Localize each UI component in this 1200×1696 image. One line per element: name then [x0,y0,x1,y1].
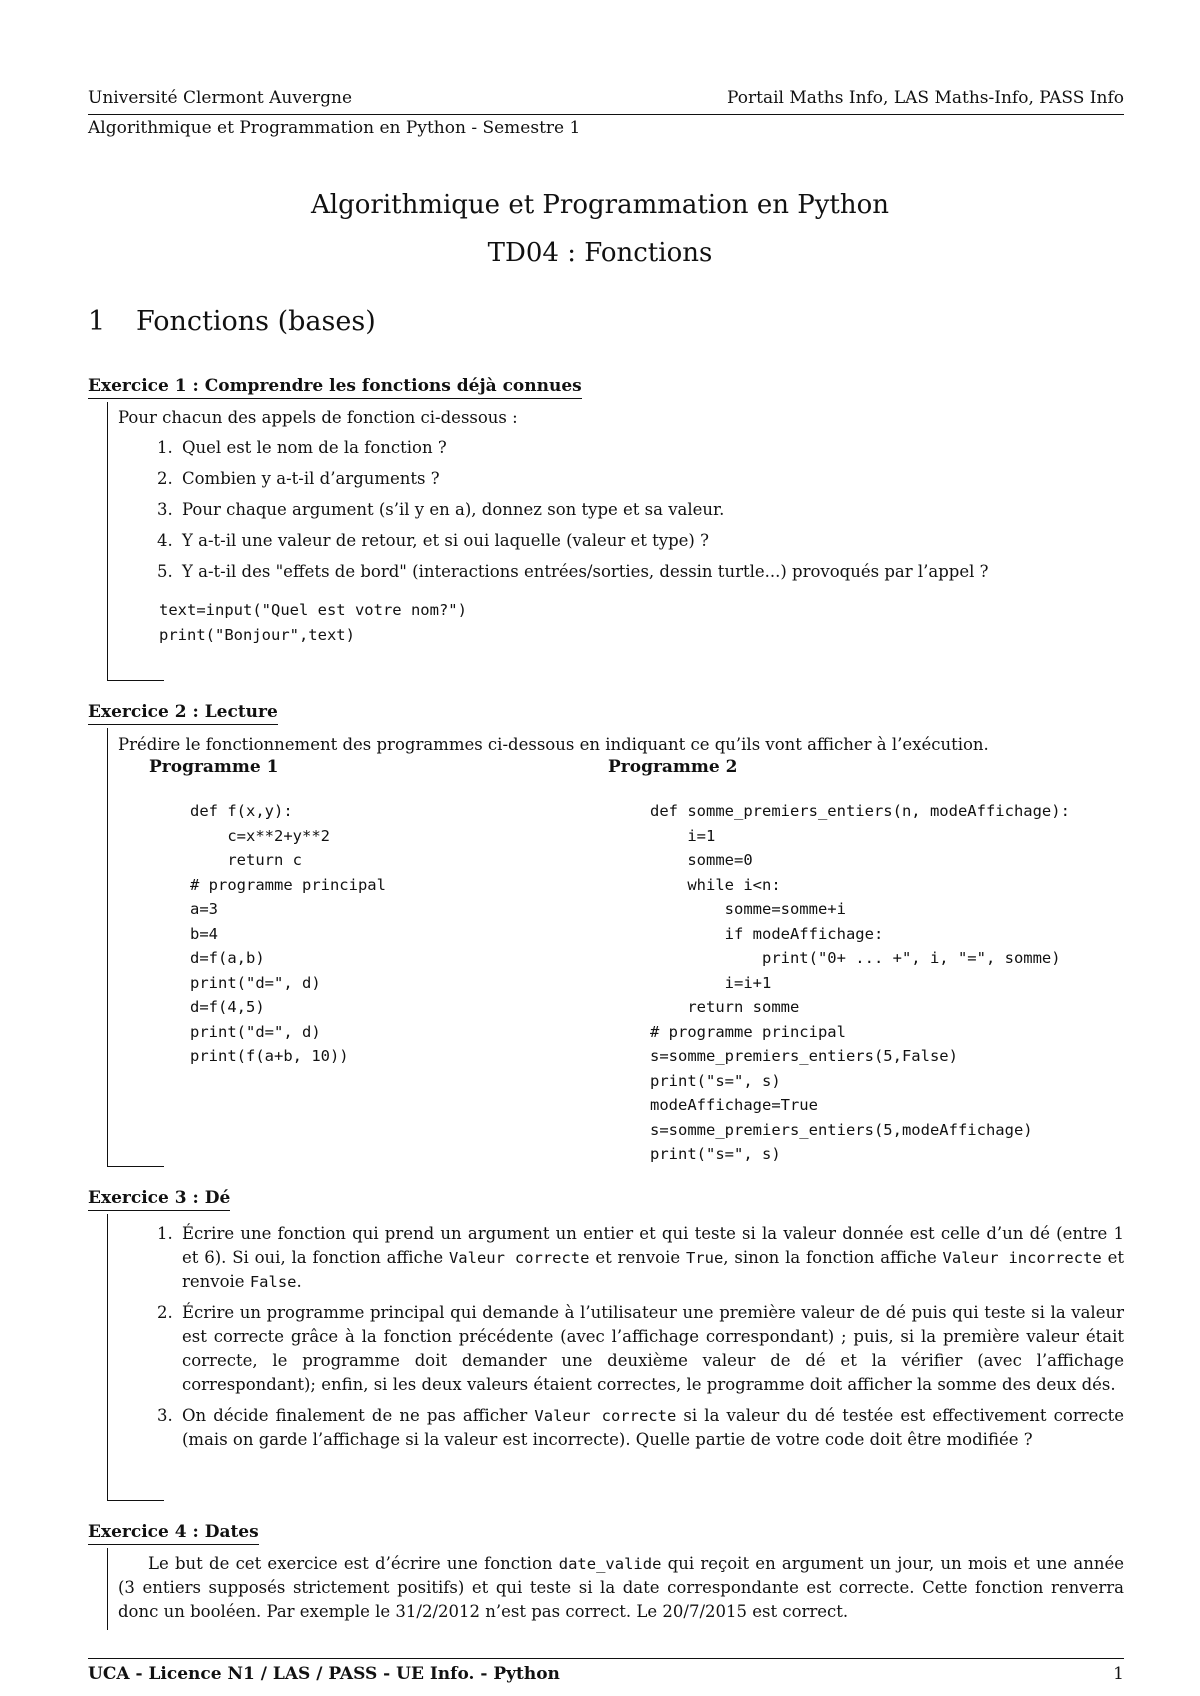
page-number: 1 [1113,1664,1124,1684]
exercise-3-item-1 [178,1222,1124,1294]
question-item: 5. Y a-t-il des "effets de bord" (interactions entrées/sorties, dessin turtle...) provoqués par l’appel ? [178,560,1124,584]
code-inline: True [685,1249,724,1267]
text-run: et renvoie [589,1248,686,1267]
exercise-2-bracket [107,728,164,1167]
exercise-2-intro: Prédire le fonctionnement des programmes ci-dessous en indiquant ce qu’ils vont afficher à l’exécution. [118,735,989,754]
running-header [88,88,1124,108]
exercise-3-item-3 [178,1404,1124,1452]
exercise-1-body [118,406,1124,647]
question-item: 4. Y a-t-il une valeur de retour, et si oui laquelle (valeur et type) ? [178,529,1124,553]
exercise-4-bracket [107,1548,108,1630]
page-footer [88,1664,1124,1684]
exercise-3-body [118,1222,1124,1459]
header-program: Portail Maths Info, LAS Maths-Info, PASS Info [727,88,1124,108]
exercise-4-title: Exercice 4 : Dates [88,1522,259,1545]
code-inline: False [249,1273,297,1291]
header-university: Université Clermont Auvergne [88,88,353,108]
section-number: 1 [88,306,106,337]
text-run: Écrire une fonction qui prend un argument un entier et qui teste si la valeur donnée est celle d’un dé (entre 1 et 6). Si oui, la fonction affiche [182,1224,1124,1267]
exercise-3-title: Exercice 3 : Dé [88,1188,230,1211]
header-course: Algorithmique et Programmation en Python - Semestre 1 [88,118,581,138]
program-2-code: def somme_premiers_entiers(n, modeAffichage): i=1 somme=0 while i<n: somme=somme+i if modeAffichage: print("0+ ... +", i, "=", somme) i=i+1 return somme # programme principal s=somme_premiers_entiers(5,False) print("s=", s) modeAffichage=True s=somme_premiers_entiers(5,modeAffichage) print("s=", s) [650,802,1070,1163]
section-label: Fonctions (bases) [136,306,376,337]
section-heading [88,306,376,337]
document-subtitle: TD04 : Fonctions [487,238,713,268]
program-1-code: def f(x,y): c=x**2+y**2 return c # programme principal a=3 b=4 d=f(a,b) print("d=", d) d=f(4,5) print("d=", d) print(f(a+b, 10)) [190,802,386,1065]
exercise-1-intro: Pour chacun des appels de fonction ci-dessous : [118,408,518,427]
text-run: Le but de cet exercice est d’écrire une fonction [148,1554,559,1573]
text-run: On décide finalement de ne pas afficher [182,1406,535,1425]
text-run: . [296,1272,302,1291]
question-item: 1. Quel est le nom de la fonction ? [178,436,1124,460]
text-run: , sinon la fonction affiche [723,1248,943,1267]
footer-course: UCA - Licence N1 / LAS / PASS - UE Info. - Python [88,1664,560,1684]
header-rule [88,114,1124,115]
text-run: si la valeur du dé testée est effectivement correcte (mais on garde l’affichage si la valeur est incorrecte). Quelle partie de votre code doit être modifiée ? [182,1406,1124,1449]
code-inline: Valeur correcte [448,1249,590,1267]
document-title: Algorithmique et Programmation en Python [311,190,889,220]
exercise-1-questions [118,436,1124,584]
exercise-1-title: Exercice 1 : Comprendre les fonctions déjà connues [88,376,582,399]
text-run: qui reçoit en argument un jour, un mois et une année (3 entiers supposés strictement positifs) et qui teste si la date correspondante est correcte. Cette fonction renverra donc un booléen. Par exemple le 31/2/2012 n’est pas correct. Le 20/7/2015 est correct. [118,1554,1125,1621]
exercise-3-item-2: 2. Écrire un programme principal qui demande à l’utilisateur une première valeur de dé puis qui teste si la valeur est correcte grâce à la fonction précédente (avec l’affichage correspondant) ; puis, si la première valeur était correcte, le programme doit demander une deuxième valeur de dé et la vérifier (avec l’affichage correspondant); enfin, si les deux valeurs étaient correctes, le programme doit afficher la somme des deux dés. [178,1301,1124,1397]
exercise-3-items [118,1222,1124,1452]
question-item: 2. Combien y a-t-il d’arguments ? [178,467,1124,491]
code-inline: Valeur incorrecte [942,1249,1102,1267]
exercise-2-title: Exercice 2 : Lecture [88,702,278,725]
footer-rule [88,1658,1124,1659]
question-item: 3. Pour chaque argument (s’il y en a), donnez son type et sa valeur. [178,498,1124,522]
program-2-heading: Programme 2 [608,757,738,777]
text-run: et renvoie [182,1248,1124,1291]
code-inline: date_valide [558,1555,662,1573]
exercise-1-code: text=input("Quel est votre nom?") print("Bonjour",text) [159,601,467,644]
code-inline: Valeur correcte [534,1407,677,1425]
exercise-4-body [118,1552,1124,1624]
program-1-heading: Programme 1 [149,757,279,777]
